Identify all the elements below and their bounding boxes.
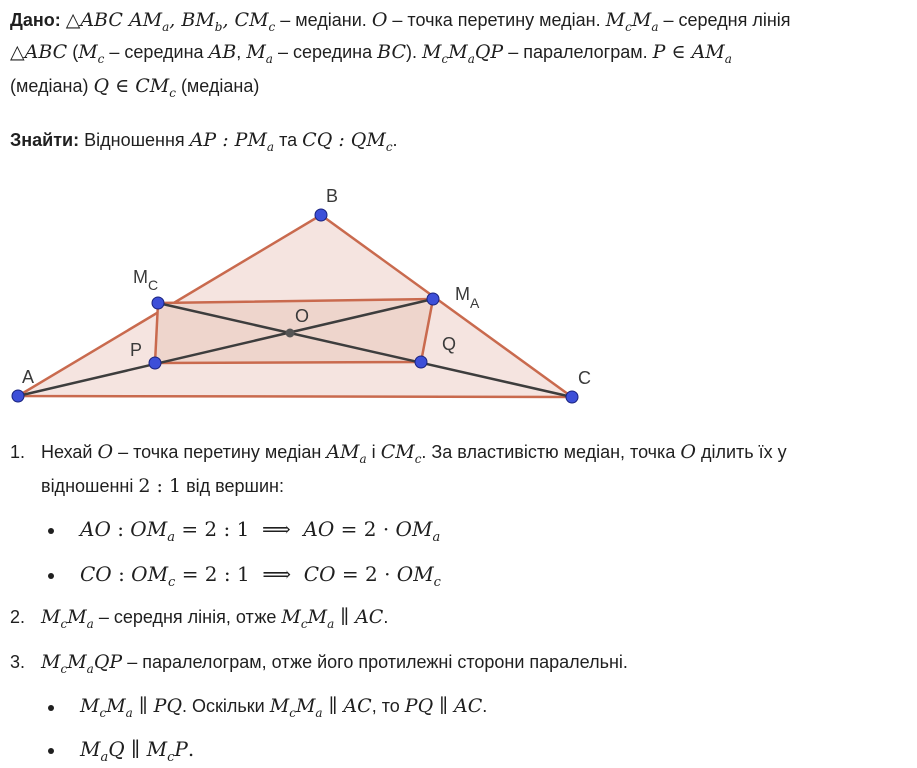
point-p[interactable] (149, 357, 161, 369)
label-p: P (130, 340, 143, 360)
find-line: Знайти: Відношення AP : $PM_a$ та CQ : $QM_c$. (10, 129, 398, 154)
equation-maq: $M_aQ$ ∥ $M_cP$. (80, 737, 195, 765)
point-a[interactable] (12, 390, 24, 402)
label-ma: $M_A$ (455, 284, 480, 311)
equation-co: CO : $OM_c = 2$ : 1 ⟹ CO = $2 \cdot OM_c$ (80, 562, 441, 590)
step-3-text: $M_cM_aQP$ – паралелограм, отже його протилежні сторони паралельні. (41, 651, 628, 676)
bullet-1b (48, 573, 54, 579)
point-mc[interactable] (152, 297, 164, 309)
point-c[interactable] (566, 391, 578, 403)
given-line-3: (медіана) Q ∈ $CM_c$ (медіана) (10, 75, 260, 100)
step-1-text-line-2: відношенні 2 : 1 від вершин: (41, 475, 284, 497)
label-mc: $M_C$ (133, 267, 159, 293)
label-c: C (578, 368, 591, 388)
step-3-number: 3. (10, 652, 26, 672)
given-line-2: △ABC ($M_c$ – середина AB, $M_a$ – середина BC). $M_cM_aQP$ – паралелограм. P ∈ $AM_a$ (10, 41, 732, 66)
geometry-diagram (0, 180, 620, 420)
find-label: Знайти: (10, 130, 80, 150)
bullet-1a (48, 528, 54, 534)
point-b[interactable] (315, 209, 327, 221)
step-3-bullet-1: $M_cM_a$ ∥ PQ. Оскільки $M_cM_a$ ∥ AC, то PQ ∥ AC. (80, 695, 488, 720)
step-2-number: 2. (10, 607, 26, 627)
bullet-3b (48, 748, 54, 754)
given-line-1: Дано: △ABC $AM_a$, $BM_b$, $CM_c$ – медіани. O – точка перетину медіан. $M_cM_a$ – середня лінія (10, 9, 791, 34)
bullet-3a (48, 705, 54, 711)
point-ma[interactable] (427, 293, 439, 305)
label-q: Q (442, 334, 457, 354)
label-o: O (295, 306, 310, 326)
equation-ao: AO : $OM_a = 2$ : 1 ⟹ AO = $2 \cdot OM_a$ (80, 517, 441, 545)
given-label: Дано: (10, 10, 61, 30)
point-q[interactable] (415, 356, 427, 368)
label-b: B (326, 186, 339, 206)
label-a: A (22, 367, 35, 387)
step-1-number: 1. (10, 442, 26, 462)
step-1-text: Нехай O – точка перетину медіан $AM_a$ і $CM_c$. За властивістю медіан, точка O ділить їх у (41, 441, 787, 466)
point-o[interactable] (286, 329, 295, 338)
step-2-text: $M_cM_a$ – середня лінія, отже $M_cM_a$ ∥ AC. (41, 606, 389, 631)
